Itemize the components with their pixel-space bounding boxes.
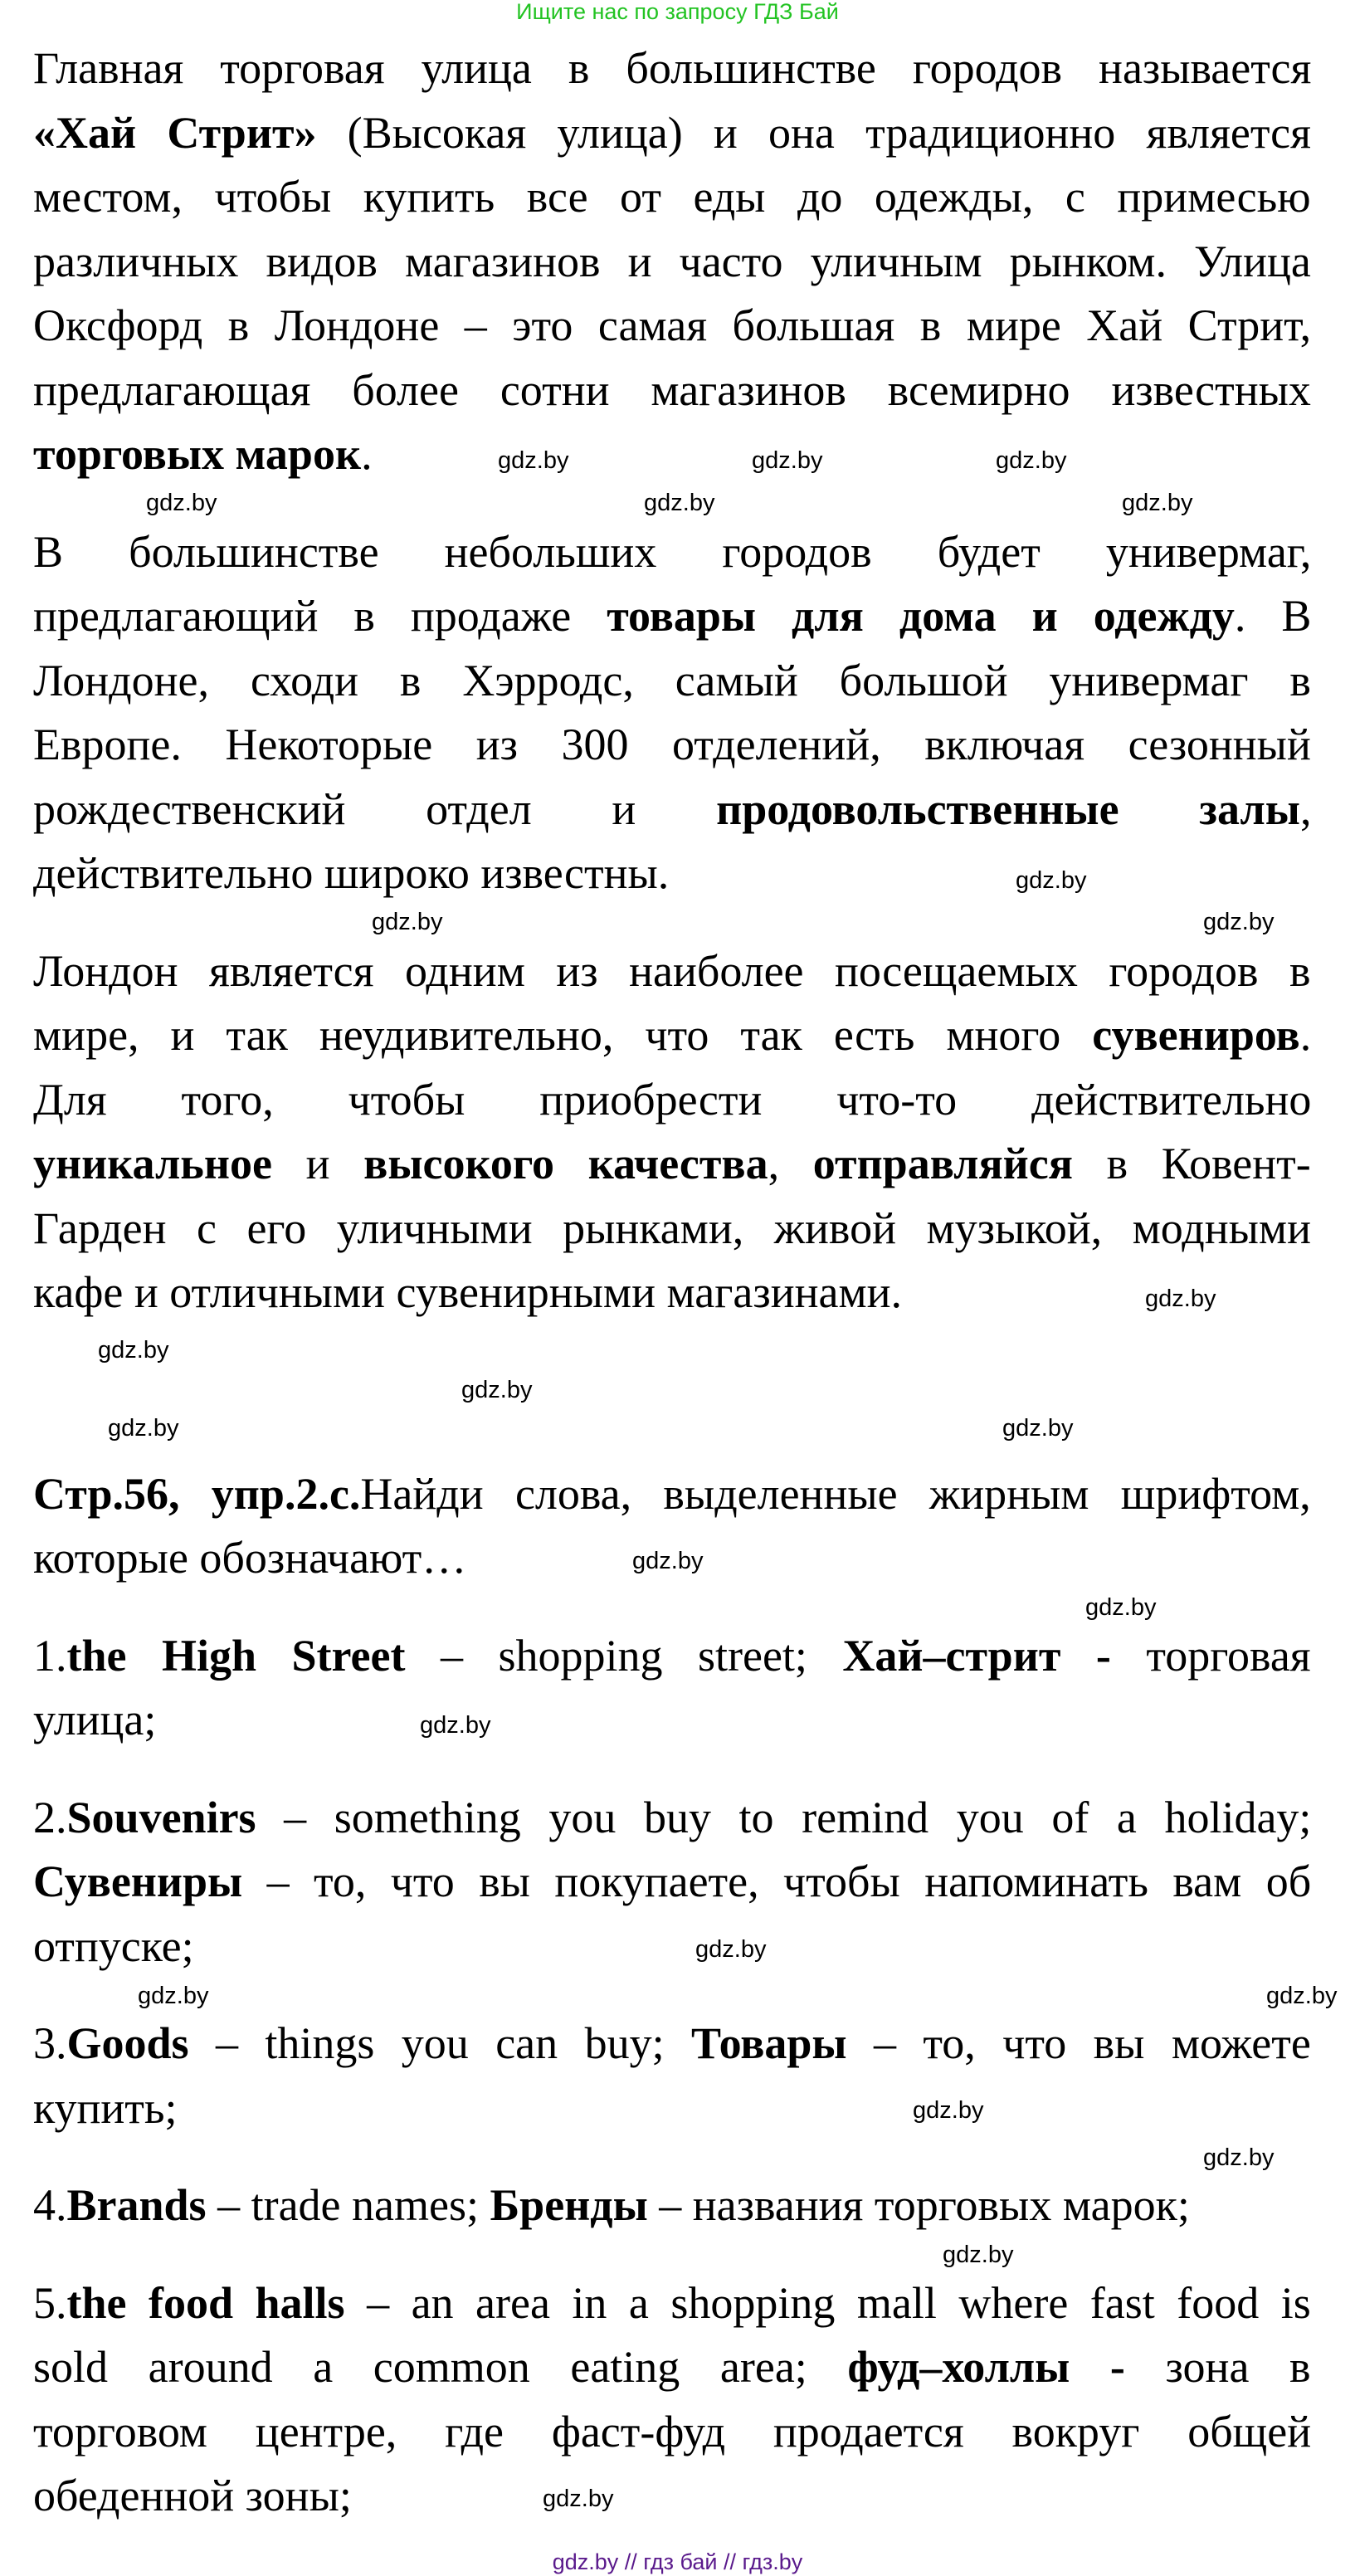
text-line [33,2400,1311,2465]
text: – названия торговых марок; [647,2180,1190,2230]
text: 3. [33,2018,67,2068]
text: мире, и так неудивительно, что так есть много [33,1010,1093,1060]
text-line [33,1197,1311,1261]
text: . [1299,1010,1312,1060]
text: различных видов магазинов и часто уличным рынком. Улица [33,236,1311,286]
watermark: gdz.by [1085,1594,1157,1621]
watermark: gdz.by [632,1548,704,1574]
bold-text: Сувениры [33,1856,243,1906]
paragraph [33,2174,1311,2238]
footer-links: gdz.by // гдз бай // гдз.by [552,2549,803,2574]
text: Европе. Некоторые из 300 отделений, включая сезонный [33,720,1311,769]
text-line [33,1688,1311,1753]
bold-text: Brands [66,2180,207,2230]
paragraph [33,1786,1311,1979]
bold-text: Товары [690,2018,847,2068]
text: , [768,1139,813,1188]
text: В большинстве небольших городов будет универмаг, [33,526,1312,577]
watermark: gdz.by [913,2097,984,2124]
watermark: gdz.by [1203,2144,1275,2171]
text: Главная торговая улица в большинстве городов называется [33,43,1312,93]
watermark: gdz.by [695,1936,767,1963]
text: – shopping street; [405,1630,843,1681]
bold-text: Goods [66,2018,189,2068]
search-hint-banner: Ищите нас по запросу ГДЗ Бай [516,0,839,24]
text: обеденной зоны; [33,2471,352,2520]
text: зона в [1124,2342,1311,2392]
paragraph [33,939,1311,1325]
watermark: gdz.by [1266,1983,1338,2009]
watermark: gdz.by [644,490,715,516]
bold-text: Souvenirs [66,1792,256,1842]
text-line [33,359,1311,423]
text-line [33,1003,1311,1068]
text-line [33,1786,1311,1851]
text-line [33,649,1311,714]
watermark: gdz.by [146,490,217,516]
text: рождественский отдел и [33,783,717,834]
paragraph [33,2271,1311,2529]
text-line [33,2012,1311,2076]
text: – trade names; [206,2180,490,2230]
text: (Высокая улица) и она традиционно является [316,107,1311,158]
watermark: gdz.by [752,447,823,474]
bold-text: Бренды [490,2180,648,2230]
watermark: gdz.by [1002,1415,1074,1442]
watermark: gdz.by [1122,490,1193,516]
text-line [33,2271,1311,2336]
bold-text: уникальное [33,1139,272,1188]
watermark: gdz.by [98,1337,169,1364]
text-line [33,165,1311,230]
bold-text: the High Street [66,1630,406,1681]
text-line [33,520,1311,585]
watermark: gdz.by [108,1415,179,1442]
paragraph [33,520,1311,906]
text-line [33,713,1311,778]
text-line [33,2335,1311,2400]
text: sold around a common eating area; [33,2342,848,2392]
text: . [361,429,373,479]
text-line [33,230,1311,295]
document-body [33,37,1311,2529]
text: Лондон является одним из наиболее посещаемых городов в [33,945,1311,996]
text-line [33,1624,1311,1689]
text: местом, чтобы купить все от еды до одежды, с примесью [33,172,1311,222]
text-line [33,1850,1311,1915]
text: . В [1234,591,1312,641]
watermark: gdz.by [943,2242,1014,2268]
bold-text: Стр.56, упр.2.с. [33,1468,361,1519]
watermark: gdz.by [543,2486,614,2512]
bold-text: Хай–стрит - [842,1630,1111,1681]
bold-text: продовольственные залы [716,783,1300,834]
text: – то, что вы покупаете, чтобы напоминать вам об [242,1856,1312,1906]
text: кафе и отличными сувенирными магазинами. [33,1267,903,1317]
text: Лондоне, сходи в Хэрродс, самый большой универмаг в [33,655,1311,705]
text: 5. [33,2277,67,2328]
text-line [33,294,1311,359]
watermark: gdz.by [372,909,443,935]
text: 2. [33,1792,67,1842]
text-line [33,1261,1311,1325]
bold-text: the food halls [66,2277,345,2328]
text-line [33,1068,1311,1133]
text: улица; [33,1695,157,1744]
text-line [33,422,1311,487]
text: торговая [1110,1630,1311,1681]
text: – something you buy to remind you of a holiday; [256,1792,1312,1842]
text-line [33,778,1311,842]
text-line [33,101,1311,166]
text: 1. [33,1630,67,1681]
watermark: gdz.by [1145,1286,1216,1312]
watermark: gdz.by [138,1983,209,2009]
text: действительно широко известны. [33,848,670,898]
text: и [271,1139,364,1188]
text-line [33,1462,1311,1527]
watermark: gdz.by [461,1377,533,1403]
text: 4. [33,2180,67,2230]
text-line [33,939,1311,1004]
paragraph [33,2012,1311,2140]
watermark: gdz.by [1203,909,1275,935]
bold-text: отправляйся [812,1139,1073,1188]
text: в Ковент- [1072,1139,1311,1188]
text: отпуске; [33,1920,194,1971]
watermark: gdz.by [498,447,569,474]
bold-text: фуд–холлы - [847,2342,1125,2392]
text: которые обозначают… [33,1533,467,1583]
watermark: gdz.by [420,1712,491,1739]
text: предлагающий в продаже [33,591,607,641]
text-line [33,2464,1311,2529]
text-line [33,1132,1311,1197]
text: предлагающая более сотни магазинов всемирно известных [33,364,1311,415]
bold-text: сувениров [1092,1010,1300,1060]
text: Оксфорд в Лондоне – это самая большая в мире Хай Стрит, [33,300,1312,350]
text: , [1299,783,1312,834]
text: – an area in a shopping mall where fast food is [344,2277,1311,2328]
bold-text: высокого качества [363,1139,768,1188]
text-line [33,584,1311,649]
text: Для того, чтобы приобрести что-то действительно [33,1074,1312,1125]
text: купить; [33,2082,178,2133]
bold-text: торговых марок [33,429,362,479]
paragraph [33,1624,1311,1753]
text: – то, что вы можете [846,2018,1311,2068]
text-line [33,1915,1311,1979]
text: торговом центре, где фаст-фуд продается вокруг общей [33,2406,1312,2456]
paragraph [33,37,1311,487]
watermark: gdz.by [996,447,1067,474]
text-line [33,2076,1311,2141]
bold-text: «Хай Стрит» [33,107,317,158]
text: Гарден с его уличными рынками, живой музыкой, модными [33,1203,1311,1253]
text: Найди слова, выделенные жирным шрифтом, [360,1468,1311,1519]
text-line [33,37,1311,101]
text-line [33,842,1311,906]
watermark: gdz.by [1016,867,1087,894]
bold-text: товары для дома и одежду [607,591,1235,641]
text: – things you can buy; [188,2018,691,2068]
text-line [33,2174,1311,2238]
